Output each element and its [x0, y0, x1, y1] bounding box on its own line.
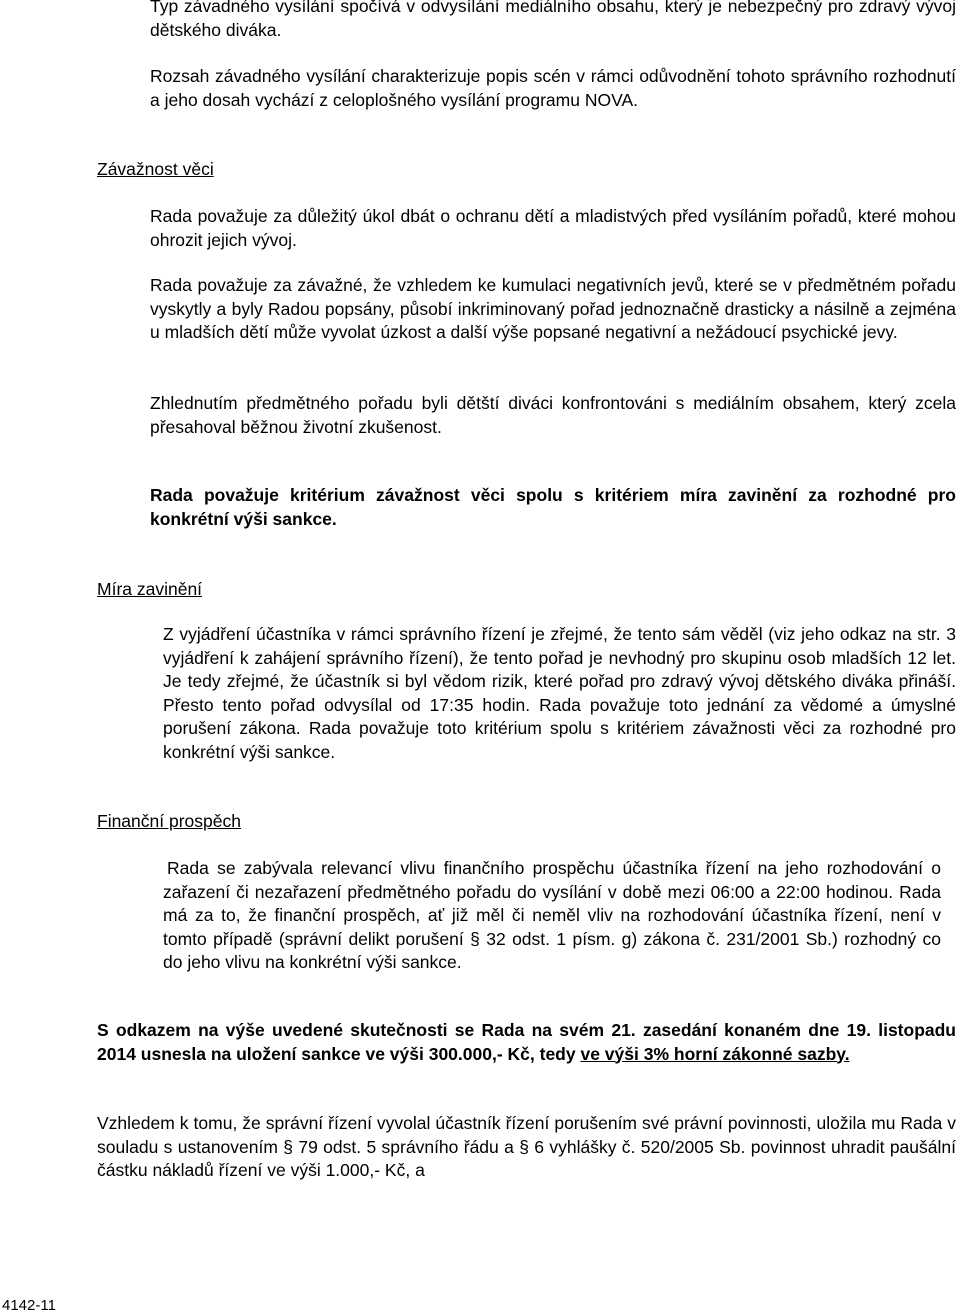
- zavaznost-paragraph-2: Rada považuje za závažné, že vzhledem ke kumulaci negativních jevů, které se v předmětném pořadu vyskytly a byly Radou popsány, působí inkriminovaný pořad jednoznačně drasticky a násilně a zejména u mladších dětí může vyvolat úzkost a další výše popsané negativní a nežádoucí psychické jevy.: [150, 275, 956, 342]
- heading-mira-zavineni: Míra zavinění: [97, 579, 203, 599]
- heading-zavaznost: Závažnost věci: [97, 159, 214, 179]
- zavaznost-paragraph-1: Rada považuje za důležitý úkol dbát o ochranu dětí a mladistvých před vysíláním pořadů, které mohou ohrozit jejich vývoj.: [150, 206, 956, 250]
- conclusion-underlined-text: ve výši 3% horní zákonné sazby.: [580, 1043, 850, 1064]
- footer-document-code: 4142-11: [2, 1297, 56, 1314]
- mira-paragraph: Z vyjádření účastníka v rámci správního řízení je zřejmé, že tento sám věděl (viz jeho odkaz na str. 3 vyjádření k zahájení správního řízení), že tento pořad je nevhodný pro skupinu osob mladších 12 let. Je tedy zřejmé, že účastník si byl vědom rizik, které pořad pro zdravý vývoj dětského diváka přináší. Přesto tento pořad odvysílal od 17:35 hodin. Rada považuje toto jednání za vědomé a úmyslné porušení zákona. Rada považuje toto kritérium spolu s kritériem závažnosti věci za rozhodné pro konkrétní výši sankce.: [163, 624, 956, 762]
- conclusion-paragraph: [97, 1019, 956, 1066]
- financni-paragraph: Rada se zabývala relevancí vlivu finančního prospěchu účastníka řízení na jeho rozhodování o zařazení či nezařazení předmětného pořadu do vysílání v době mezi 06:00 a 22:00 hodinou. Rada má za to, že finanční prospěch, ať již měl či neměl vliv na rozhodování účastníka řízení, není v tomto případě (správní delikt porušení § 32 odst. 1 písm. g) zákona č. 231/2001 Sb.) rozhodný co do jeho vlivu na konkrétní výši sankce.: [163, 858, 941, 972]
- zavaznost-paragraph-3: Zhlednutím předmětného pořadu byli dětští diváci konfrontováni s mediálním obsahem, který zcela přesahoval běžnou životní zkušenost.: [150, 393, 956, 437]
- intro-paragraph-scope: Rozsah závadného vysílání charakterizuje popis scén v rámci odůvodnění tohoto správního rozhodnutí a jeho dosah vychází z celoplošného vysílání programu NOVA.: [150, 66, 956, 110]
- costs-paragraph: Vzhledem k tomu, že správní řízení vyvolal účastník řízení porušením své právní povinnosti, uložila mu Rada v souladu s ustanovením § 79 odst. 5 správního řádu a § 6 vyhlášky č. 520/2005 Sb. povinnost uhradit paušální částku nákladů řízení ve výši 1.000,- Kč, a: [97, 1113, 956, 1180]
- heading-financni-prospech: Finanční prospěch: [97, 811, 241, 831]
- zavaznost-bold-statement: Rada považuje kritérium závažnost věci spolu s kritériem míra zavinění za rozhodné pro konkrétní výši sankce.: [150, 485, 956, 529]
- intro-paragraph-type: Typ závadného vysílání spočívá v odvysílání mediálního obsahu, který je nebezpečný pro zdravý vývoj dětského diváka.: [150, 0, 956, 40]
- conclusion-main-text: S odkazem na výše uvedené skutečnosti se Rada na svém 21. zasedání konaném dne 19. listopadu 2014 usnesla na uložení sankce ve výši 300.000,- Kč, tedy: [97, 1020, 956, 1064]
